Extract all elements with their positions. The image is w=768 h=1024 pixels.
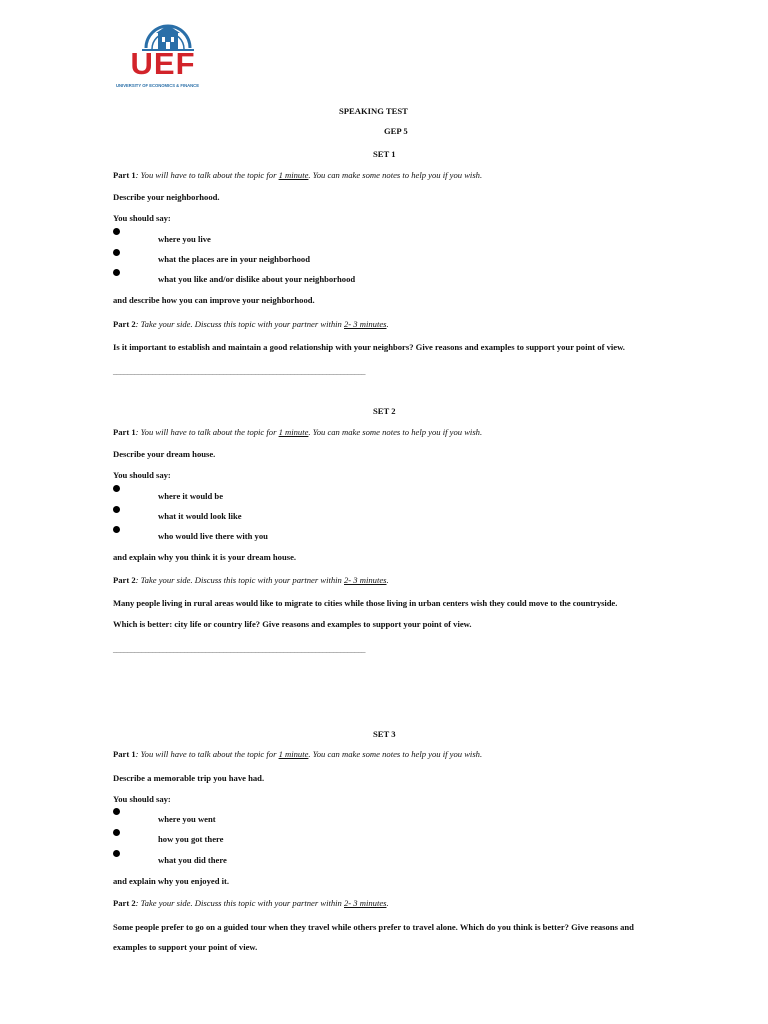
set-1-topic: Describe your neighborhood.: [113, 192, 220, 202]
part2-instruction-start: : Take your side. Discuss this topic with your partner within: [135, 575, 344, 585]
logo-subtitle: UNIVERSITY OF ECONOMICS & FINANCE: [116, 83, 199, 88]
bullet-icon: [113, 228, 120, 235]
set-1-title: SET 1: [373, 149, 396, 159]
set-2-bullet-3: who would live there with you: [158, 531, 268, 541]
set-2-part2-question-line-1: Many people living in rural areas would like to migrate to cities while those living in urban centers wish they could move to the countryside.: [113, 598, 618, 608]
set-1-separator: _______________________________________________________________________: [113, 367, 366, 376]
set-3-part2-question-line-2: examples to support your point of view.: [113, 942, 258, 952]
part1-label: Part 1: [113, 749, 136, 759]
part2-label: Part 2: [113, 575, 136, 585]
part1-instruction-start: : You will have to talk about the topic for: [135, 170, 279, 180]
set-2-part2-question-line-2: Which is better: city life or country life? Give reasons and examples to support your point of view.: [113, 619, 472, 629]
set-1-part1-line: [113, 170, 482, 181]
part1-label: Part 1: [113, 427, 136, 437]
set-3-bullet-1: where you went: [158, 814, 216, 824]
university-logo: [116, 18, 220, 94]
part1-instruction-end: . You can make some notes to help you if you wish.: [308, 427, 483, 437]
set-2-part2-line: [113, 575, 389, 586]
set-2-bullet-2: what it would look like: [158, 511, 242, 521]
bullet-icon: [113, 269, 120, 276]
set-2-bullet-1: where it would be: [158, 491, 224, 501]
set-1-bullet-2: what the places are in your neighborhood: [158, 254, 310, 264]
logo-text: UEF: [130, 46, 196, 81]
part1-instruction-end: . You can make some notes to help you if you wish.: [308, 170, 483, 180]
set-2-closing: and explain why you think it is your dream house.: [113, 552, 297, 562]
bullet-icon: [113, 506, 120, 513]
bullet-icon: [113, 850, 120, 857]
set-3-part2-question-line-1: Some people prefer to go on a guided tour when they travel while others prefer to travel alone. Which do you think is better? Give reasons and: [113, 922, 634, 932]
part1-duration: 1 minute: [278, 749, 309, 759]
set-3-part2-line: [113, 898, 389, 909]
part2-instruction-end: .: [386, 898, 389, 908]
set-3-topic: Describe a memorable trip you have had.: [113, 773, 265, 783]
part1-duration: 1 minute: [278, 170, 309, 180]
part2-instruction-end: .: [386, 319, 389, 329]
bullet-icon: [113, 249, 120, 256]
set-3-closing: and explain why you enjoyed it.: [113, 876, 230, 886]
set-1-bullet-3: what you like and/or dislike about your neighborhood: [158, 274, 356, 284]
part2-instruction-start: : Take your side. Discuss this topic with your partner within: [135, 319, 344, 329]
set-1-you-should-say: You should say:: [113, 213, 171, 223]
set-3-title: SET 3: [373, 729, 396, 739]
set-2-title: SET 2: [373, 406, 396, 416]
set-3-you-should-say: You should say:: [113, 794, 171, 804]
part1-label: Part 1: [113, 170, 136, 180]
bullet-icon: [113, 808, 120, 815]
set-1-closing: and describe how you can improve your neighborhood.: [113, 295, 315, 305]
document-subtitle: GEP 5: [384, 126, 408, 136]
part2-duration: 2- 3 minutes: [344, 575, 387, 585]
document-title: SPEAKING TEST: [339, 106, 408, 116]
bullet-icon: [113, 485, 120, 492]
set-1-part2-question: Is it important to establish and maintain a good relationship with your neighbors? Give reasons and examples to support your point of view.: [113, 342, 625, 352]
part1-instruction-end: . You can make some notes to help you if you wish.: [308, 749, 483, 759]
part1-instruction-start: : You will have to talk about the topic for: [135, 427, 279, 437]
bullet-icon: [113, 526, 120, 533]
part2-label: Part 2: [113, 898, 136, 908]
part1-duration: 1 minute: [278, 427, 309, 437]
part2-duration: 2- 3 minutes: [344, 898, 387, 908]
set-3-part1-line: [113, 749, 482, 760]
part2-label: Part 2: [113, 319, 136, 329]
set-3-bullet-3: what you did there: [158, 855, 227, 865]
set-2-topic: Describe your dream house.: [113, 449, 216, 459]
set-2-part1-line: [113, 427, 482, 438]
part2-duration: 2- 3 minutes: [344, 319, 387, 329]
part2-instruction-start: : Take your side. Discuss this topic with your partner within: [135, 898, 344, 908]
part2-instruction-end: .: [386, 575, 389, 585]
set-2-you-should-say: You should say:: [113, 470, 171, 480]
set-1-bullet-1: where you live: [158, 234, 211, 244]
set-2-separator: _______________________________________________________________________: [113, 645, 366, 654]
set-3-bullet-2: how you got there: [158, 834, 224, 844]
bullet-icon: [113, 829, 120, 836]
part1-instruction-start: : You will have to talk about the topic for: [135, 749, 279, 759]
set-1-part2-line: [113, 319, 389, 330]
